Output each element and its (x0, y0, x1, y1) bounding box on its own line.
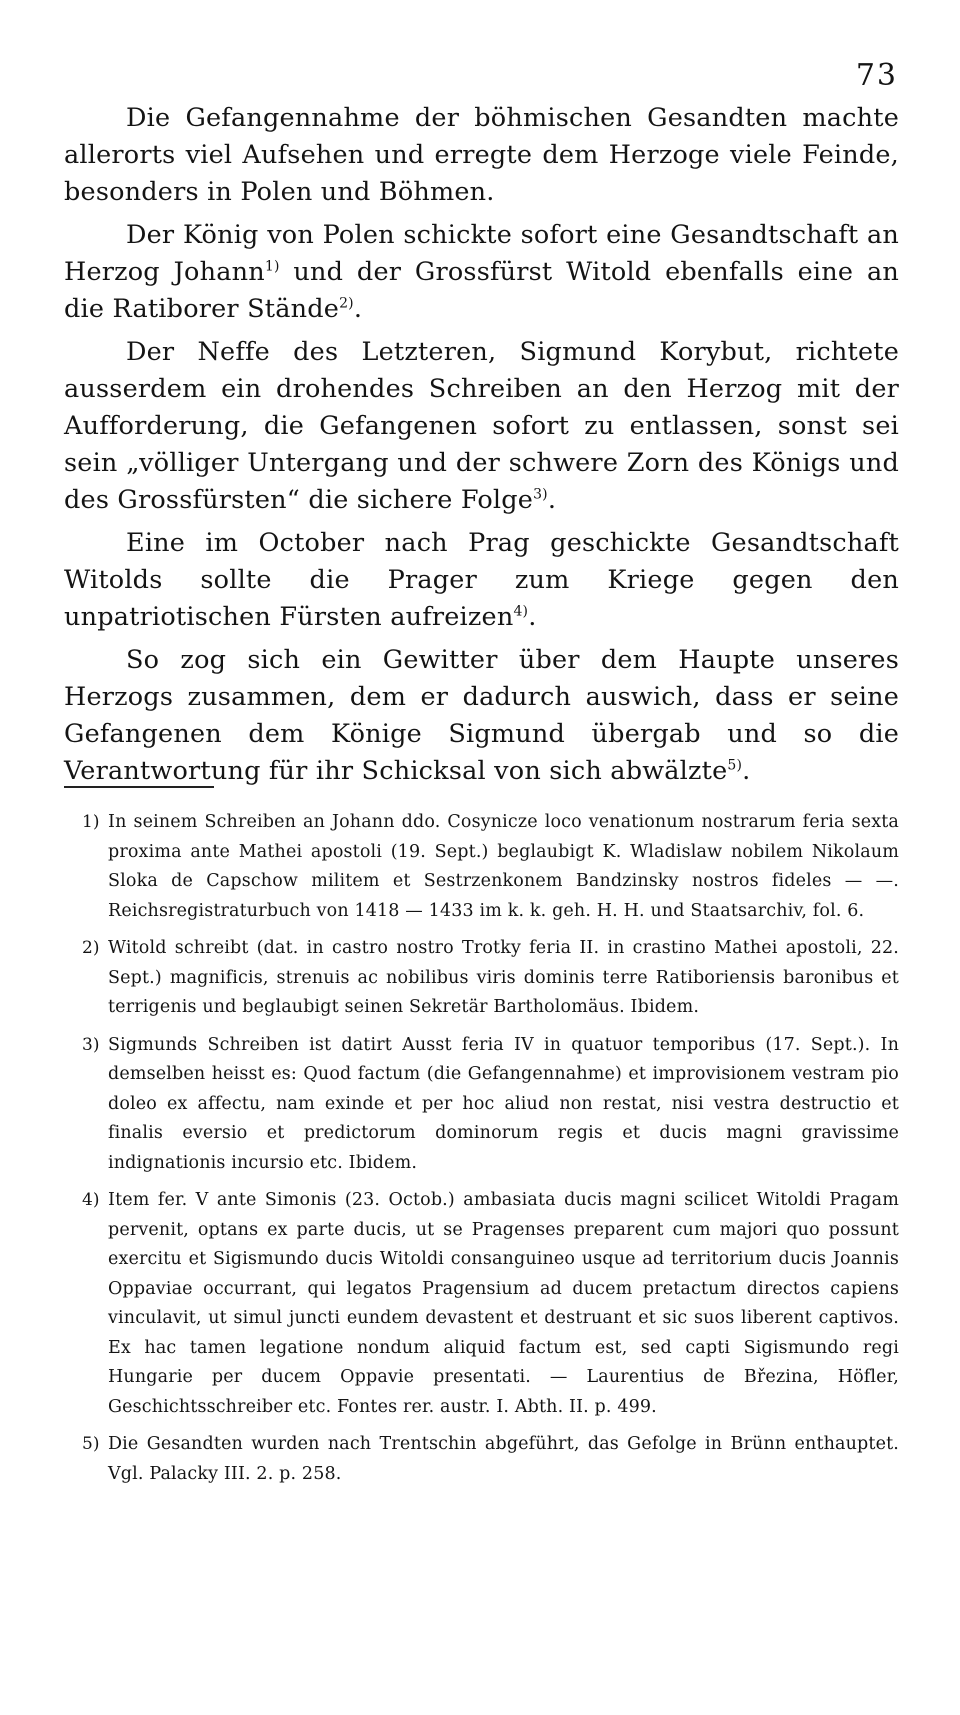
footnote-ref-5[interactable]: 5) (727, 757, 743, 774)
footnote-text: In seinem Schreiben an Johann ddo. Cosynicze loco venationum nostrarum feria sexta proxima ante Mathei apostoli (19. Sept.) beglaubigt K. Wladislaw nobilem Nikolaum Sloka de Capschow militem et Sestrzenkonem Bandzinsky nostros fideles — —. Reichsregistraturbuch von 1418 — 1433 im k. k. geh. H. H. und Staatsarchiv, fol. 6. (108, 812, 899, 921)
footnote-number: 4) (82, 1190, 100, 1210)
footnote-text: Sigmunds Schreiben ist datirt Ausst feria IV in quatuor temporibus (17. Sept.). In demselben heisst es: Quod factum (die Gefangennahme) et improvisionem vestram pio doleo ex affectu, nam exinde et per hoc aliud non restat, nisi vestra destructio et finalis eversio et predictorum dominorum regis et ducis magni gravissime indignationis incursio etc. Ibidem. (108, 1034, 899, 1173)
footnote-number: 5) (82, 1434, 100, 1454)
footnote-number: 3) (82, 1034, 100, 1055)
footnote-3 (64, 1031, 899, 1179)
paragraph-2: Der König von Polen schickte sofort eine Gesandtschaft an Herzog Johann$^{1)}$ und der Grossfürst Witold ebenfalls eine an die Ratiborer Stände$^{2)}$. (64, 220, 899, 324)
footnote-number: 2) (82, 938, 100, 958)
footnote-2 (64, 934, 899, 1023)
footnote-divider (64, 786, 214, 788)
footnote-ref-3[interactable]: 3) (533, 486, 548, 503)
footnote-text: Witold schreibt (dat. in castro nostro Trotky feria II. in crastino Mathei apostoli, 22. Sept.) magnificis, strenuis ac nobilibus viris dominis terre Ratiboriensis baronibus et terrigenis und beglaubigt seinen Sekretär Bartholomäus. Ibidem. (108, 938, 899, 1017)
paragraph-5: So zog sich ein Gewitter über dem Haupte unseres Herzogs zusammen, dem er dadurch auswich, dass er seine Gefangenen dem Könige Sigmund übergab und so die Verantwortung für ihr Schicksal von sich abwälzte$^{5)}$. (64, 645, 899, 786)
paragraph-1: Die Gefangennahme der böhmischen Gesandten machte allerorts viel Aufsehen und erregte dem Herzoge viele Feinde, besonders in Polen und Böhmen. (64, 103, 899, 207)
paragraph-3: Der Neffe des Letzteren, Sigmund Korybut, richtete ausserdem ein drohendes Schreiben an den Herzog mit der Aufforderung, die Gefangenen sofort zu entlassen, sonst sei sein „völliger Untergang und der schwere Zorn des Königs und des Grossfürsten“ die sichere Folge$^{3)}$. (64, 337, 899, 515)
footnote-number: 1) (82, 812, 100, 832)
footnote-1 (64, 808, 899, 926)
footnote-text: Item fer. V ante Simonis (23. Octob.) ambasiata ducis magni scilicet Witoldi Pragam pervenit, optans ex parte ducis, ut se Pragenses preparent cum majori quo possunt exercitu et Sigismundo ducis Witoldi consanguineo usque ad territorium ducis Joannis Oppaviae occurrant, qui legatos Pragensium ad ducem pretactum directos capiens vinculavit, ut simul juncti eundem devastent et destruant et sic suos liberent captivos. Ex hac tamen legatione nondum aliquid factum est, sed capti Sigismundo regi Hungarie per ducem Oppavie presentati. — Laurentius de Březina, Höfler, Geschichtsschreiber etc. Fontes rer. austr. I. Abth. II. p. 499. (108, 1190, 899, 1417)
footnote-ref-2[interactable]: 2) (339, 295, 354, 312)
footnote-4 (64, 1186, 899, 1422)
footnote-ref-4[interactable]: 4) (513, 603, 529, 620)
footnote-ref-1[interactable]: 1) (264, 258, 280, 275)
main-text (64, 100, 899, 796)
footnote-5 (64, 1430, 899, 1489)
footnotes (64, 808, 899, 1497)
paragraph-4: Eine im October nach Prag geschickte Gesandtschaft Witolds sollte die Prager zum Kriege gegen den unpatriotischen Fürsten aufreizen$^{4)}$. (64, 528, 899, 632)
footnote-text: Die Gesandten wurden nach Trentschin abgeführt, das Gefolge in Brünn enthauptet. Vgl. Palacky III. 2. p. 258. (108, 1434, 899, 1484)
page-number: 73 (855, 58, 898, 93)
